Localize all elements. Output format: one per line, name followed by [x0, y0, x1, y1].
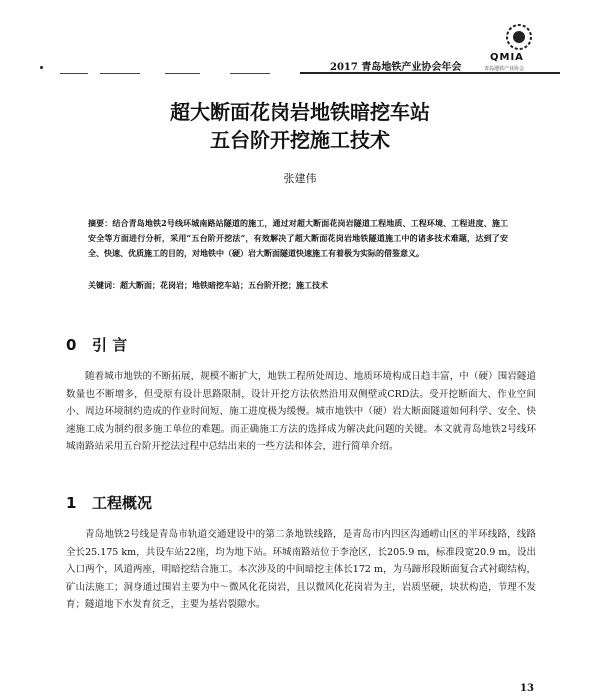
- header-dash: [165, 73, 200, 74]
- keywords-label: 关键词：: [88, 280, 120, 290]
- section-title: 引 言: [92, 336, 128, 354]
- logo-subtext: 青岛地铁产业协会: [484, 66, 525, 72]
- qmia-logo: [484, 22, 554, 78]
- section-body-intro: 随着城市地铁的不断拓展，规模不断扩大，地铁工程所处周边、地质环境构成日趋丰富，中（硬）围岩隧道数量也不断增多，但受原有设计思路限制，设计开挖方法依然沿用双侧壁或CRD法。受开挖断面大、作业空间小、周边环境制约造成的作业时间短、施工进度极为缓慢。城市地铁中（硬）岩大断面隧道如何科学、安全、快速施工成为制约很多施工单位的难题。而正确施工方法的选择成为解决此问题的关键。本文就青岛地铁2号线环城南路站采用五台阶开挖法过程中总结出来的一些方法和体会，进行简单介绍。: [66, 371, 536, 452]
- section-number: 0: [66, 336, 77, 354]
- abstract: [88, 216, 508, 261]
- section-heading-intro: [66, 334, 127, 355]
- header-dot: [40, 66, 43, 69]
- page-number: 13: [520, 683, 534, 694]
- logo-text: QMIA: [490, 52, 524, 63]
- abstract-label: 摘要：: [88, 218, 113, 228]
- abstract-text: 结合青岛地铁2号线环城南路站隧道的施工，通过对超大断面花岗岩隧道工程地质、工程环境、工程进度、施工安全等方面进行分析，采用“五台阶开挖法”，有效解决了超大断面花岗岩地铁隧道施工中的诸多技术难题，达到了安全、快速、优质施工的目的，对地铁中（硬）岩大断面隧道快速施工有着极为实际的借鉴意义。: [88, 218, 509, 258]
- section-body-overview: 青岛地铁2号线是青岛市轨道交通建设中的第二条地铁线路，是青岛市内四区沟通崂山区的半环线路，线路全长25.175 km，共设车站22座，均为地下站。环城南路站位于李沧区，长205.9 m，标准段宽20.9 m，设出入口两个，风道两座，明暗挖结合施工。本次涉及的中间暗挖主体长172 m，为马蹄形段断面复合式衬砌结构，矿山法施工；洞身通过围岩主要为中～微风化花岗岩，且以微风化花岗岩为主，岩质坚硬，块状构造，节理不发育；隧道地下水发育贫乏，主要为基岩裂隙水。: [66, 529, 536, 610]
- header-dash: [100, 73, 140, 74]
- logo-mark-icon: [504, 22, 534, 52]
- paper-title-line1: 超大断面花岗岩地铁暗挖车站: [170, 100, 430, 124]
- header-dash: [230, 73, 270, 74]
- section-title: 工程概况: [92, 494, 153, 512]
- header-dash: [60, 73, 88, 74]
- section-number: 1: [66, 494, 77, 512]
- header-conference-title: 2017 青岛地铁产业协会年会: [330, 62, 462, 73]
- paper-title-line2: 五台阶开挖施工技术: [210, 128, 390, 152]
- section-heading-overview: [66, 492, 152, 513]
- author-name: 张建伟: [283, 172, 317, 185]
- keywords-text: 超大断面；花岗岩；地铁暗挖车站；五台阶开挖；施工技术: [120, 280, 328, 290]
- keywords: [88, 278, 508, 293]
